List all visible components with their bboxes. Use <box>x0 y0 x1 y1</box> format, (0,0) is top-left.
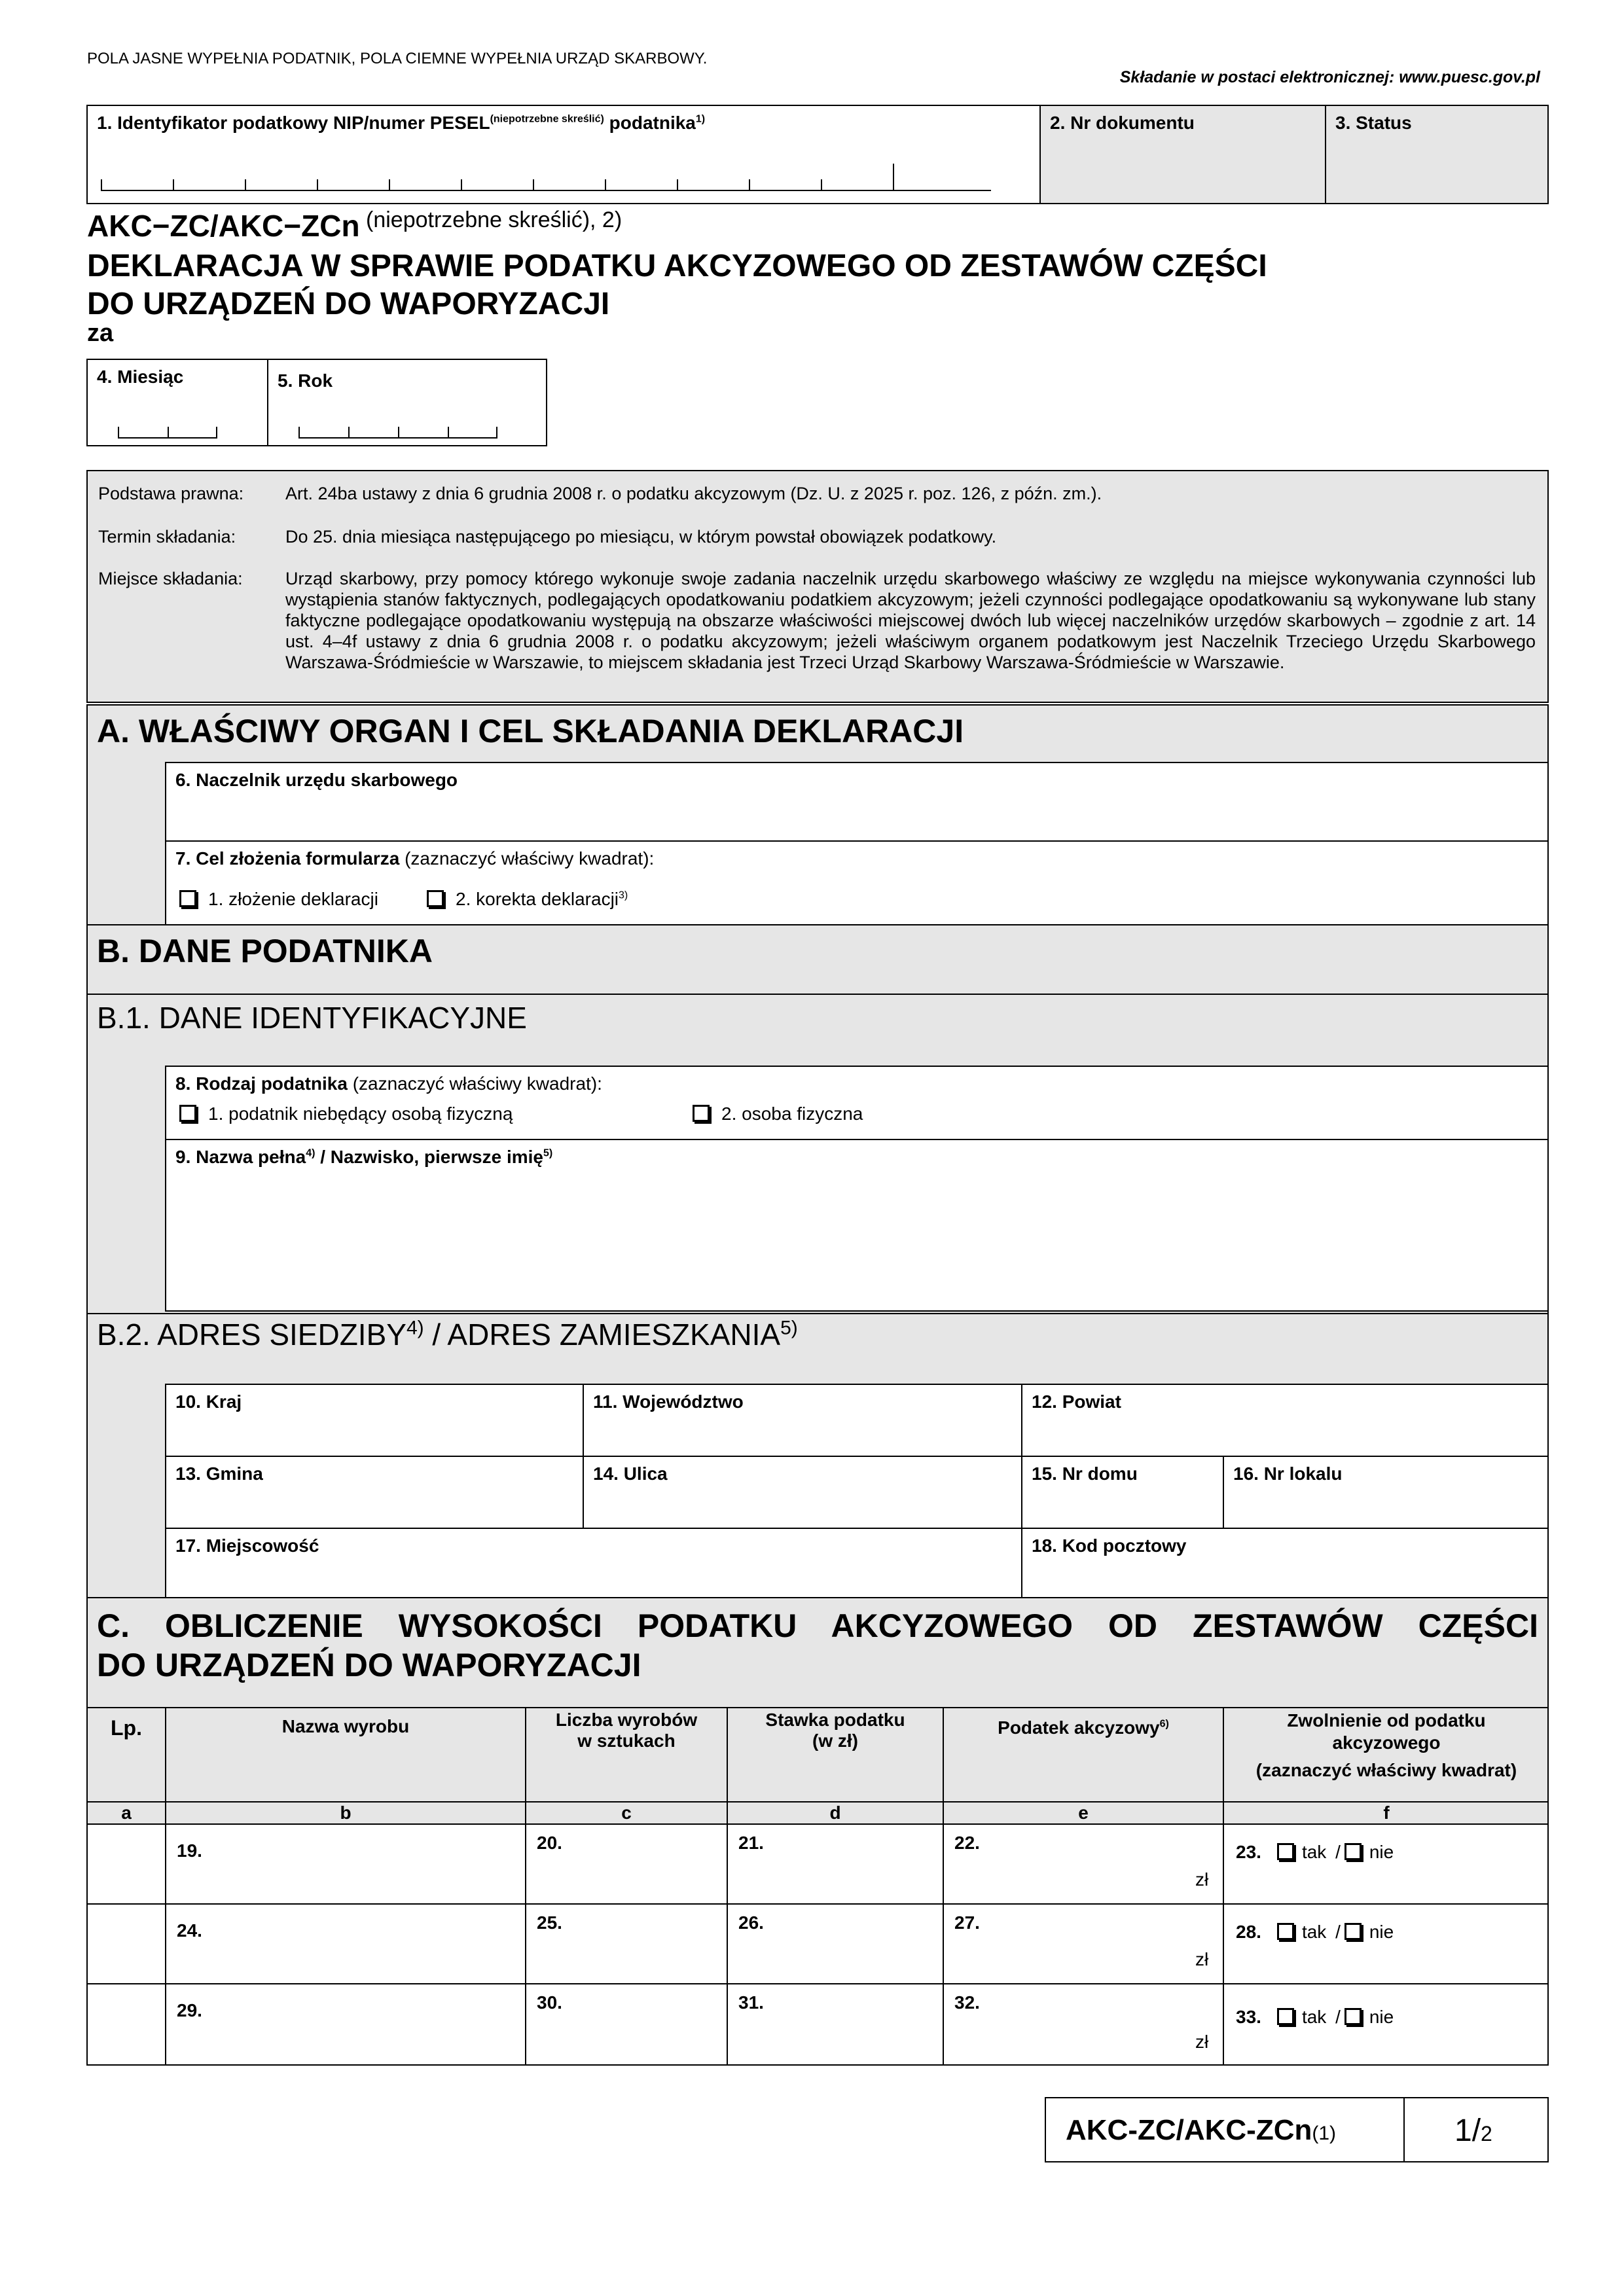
field-city[interactable] <box>165 1528 1022 1600</box>
field-house-number[interactable] <box>1021 1456 1224 1529</box>
option-natural[interactable]: 2. osoba fizyczna <box>693 1103 863 1124</box>
field-country-label: 10. Kraj <box>175 1391 242 1412</box>
info-block <box>86 470 1549 703</box>
field-county[interactable] <box>1021 1384 1549 1457</box>
col-letter-b: b <box>340 1803 352 1823</box>
cell-e[interactable]: 22. <box>954 1833 980 1853</box>
section-b2-title: B.2. ADRES SIEDZIBY$^{4)}$ / ADRES ZAMIESZKANIA$^{5)}$ <box>97 1317 798 1352</box>
field-apartment-number[interactable] <box>1223 1456 1549 1529</box>
field-taxpayer-type-label: 8. Rodzaj podatnika (zaznaczyć właściwy kwadrat): <box>175 1073 602 1094</box>
legal-basis: Art. 24ba ustawy z dnia 6 grudnia 2008 r. o podatku akcyzowym (Dz. U. z 2025 r. poz. 126, z późn. zm.). <box>285 484 1102 503</box>
deadline: Do 25. dnia miesiąca następującego po miesiącu, w którym powstał obowiązek podatkowy. <box>285 527 997 547</box>
col-exempt-header: Zwolnienie od podatku akcyzowego (zaznaczyć właściwy kwadrat) <box>1255 1710 1517 1780</box>
checkbox-icon[interactable] <box>1344 1923 1362 1940</box>
field-nip-pesel[interactable] <box>86 105 1041 204</box>
field-street[interactable] <box>583 1456 1022 1529</box>
cell-d[interactable]: 31. <box>738 1992 764 2013</box>
col-tax-header: Podatek akcyzowy$^{6)}$ <box>998 1717 1169 1738</box>
cell-b[interactable]: 19. <box>177 1840 202 1861</box>
currency-label: zł <box>1195 2032 1209 2052</box>
field-city-label: 17. Miejscowość <box>175 1535 319 1556</box>
cell-e[interactable]: 32. <box>954 1992 980 2013</box>
col-count-header: Liczba wyrobów w sztukach <box>555 1710 698 1751</box>
checkbox-icon[interactable] <box>1344 2008 1362 2025</box>
field-county-label: 12. Powiat <box>1032 1391 1121 1412</box>
col-letter-c: c <box>621 1803 632 1823</box>
checkbox-icon[interactable] <box>427 890 444 907</box>
field-doc-number <box>1039 105 1326 204</box>
option-non-natural[interactable]: 1. podatnik niebędący osobą fizyczną <box>179 1103 513 1124</box>
section-a-title: A. WŁAŚCIWY ORGAN I CEL SKŁADANIA DEKLARACJI <box>97 713 964 749</box>
col-lp-header: Lp. <box>111 1716 142 1740</box>
cell-d[interactable]: 21. <box>738 1833 764 1853</box>
field-country[interactable] <box>165 1384 584 1457</box>
form-code: AKC−ZC/AKC−ZCn $^{(niepotrzebne skreślić), 2)}$ <box>87 207 623 243</box>
checkbox-icon[interactable] <box>1277 1843 1294 1860</box>
nip-comb <box>101 177 991 191</box>
field-postal-code-label: 18. Kod pocztowy <box>1032 1535 1187 1556</box>
checkbox-icon[interactable] <box>179 1105 196 1122</box>
section-b1-title: B.1. DANE IDENTYFIKACYJNE <box>97 1001 527 1035</box>
field-street-label: 14. Ulica <box>593 1463 668 1484</box>
footer-form-id <box>1045 2097 1549 2162</box>
cell-d[interactable]: 26. <box>738 1912 764 1933</box>
checkbox-icon[interactable] <box>1277 2008 1294 2025</box>
field-commune[interactable] <box>165 1456 584 1529</box>
top-note: POLA JASNE WYPEŁNIA PODATNIK, POLA CIEMNE WYPEŁNIA URZĄD SKARBOWY. <box>87 50 708 67</box>
field-doc-number-label: 2. Nr dokumentu <box>1050 113 1195 133</box>
legal-basis-label: Podstawa prawna: <box>98 484 244 503</box>
place-label: Miejsce składania: <box>98 569 243 588</box>
field-status-label: 3. Status <box>1335 113 1412 133</box>
table-row <box>86 1903 1549 1983</box>
checkbox-icon[interactable] <box>179 890 196 907</box>
section-b-title: B. DANE PODATNIKA <box>97 933 433 969</box>
exempt-choice[interactable]: 23. tak / nie <box>1236 1842 1394 1862</box>
field-purpose-label: 7. Cel złożenia formularza (zaznaczyć właściwy kwadrat): <box>175 848 655 869</box>
field-month[interactable] <box>86 359 268 446</box>
col-letter-d: d <box>829 1803 841 1823</box>
field-tax-office[interactable] <box>165 762 1549 842</box>
col-letter-a: a <box>121 1803 132 1823</box>
cell-e[interactable]: 27. <box>954 1912 980 1933</box>
field-taxpayer-type <box>165 1066 1549 1140</box>
table-row <box>86 1983 1549 2064</box>
field-name[interactable] <box>165 1139 1549 1312</box>
period-za: za <box>87 319 114 347</box>
checkbox-icon[interactable] <box>1344 1843 1362 1860</box>
form-title: DEKLARACJA W SPRAWIE PODATKU AKCYZOWEGO OD ZESTAWÓW CZĘŚCI DO URZĄDZEŃ DO WAPORYZACJI <box>87 249 1267 321</box>
col-rate-header: Stawka podatku (w zł) <box>765 1710 905 1751</box>
field-postal-code[interactable] <box>1021 1528 1549 1600</box>
deadline-label: Termin składania: <box>98 527 236 547</box>
cell-c[interactable]: 20. <box>537 1833 562 1853</box>
currency-label: zł <box>1195 1949 1209 1969</box>
col-letter-f: f <box>1383 1803 1390 1823</box>
footer-form-code: AKC-ZC/AKC-ZCn(1) <box>1066 2114 1337 2146</box>
option-submission[interactable]: 1. złożenie deklaracji <box>179 889 378 910</box>
field-nip-pesel-label: 1. Identyfikator podatkowy NIP/numer $PESEL^{(niepotrzebne skreślić)}$ podatnika$^{1)}$ <box>97 113 706 133</box>
currency-label: zł <box>1195 1869 1209 1890</box>
col-letter-e: e <box>1078 1803 1089 1823</box>
field-year[interactable] <box>267 359 547 446</box>
checkbox-icon[interactable] <box>693 1105 710 1122</box>
option-correction[interactable]: 2. korekta deklaracji$^{3)}$ <box>427 889 628 910</box>
table-row <box>86 1823 1549 1903</box>
section-c <box>86 1597 1549 1708</box>
field-year-label: 5. Rok <box>278 370 333 391</box>
field-house-number-label: 15. Nr domu <box>1032 1463 1138 1484</box>
field-voivodeship[interactable] <box>583 1384 1022 1457</box>
field-name-label: 9. Nazwa pełna$^{4)}$ / Nazwisko, pierwsze imię$^{5)}$ <box>175 1147 553 1167</box>
exempt-choice[interactable]: 33. tak / nie <box>1236 2007 1394 2027</box>
field-month-label: 4. Miesiąc <box>97 367 184 387</box>
cell-b[interactable]: 29. <box>177 2000 202 2020</box>
field-commune-label: 13. Gmina <box>175 1463 263 1484</box>
checkbox-icon[interactable] <box>1277 1923 1294 1940</box>
exempt-choice[interactable]: 28. tak / nie <box>1236 1922 1394 1942</box>
footer-page-number: 1/2 <box>1454 2113 1492 2148</box>
cell-c[interactable]: 30. <box>537 1992 562 2013</box>
field-apartment-number-label: 16. Nr lokalu <box>1233 1463 1343 1484</box>
section-c-title: C. OBLICZENIE WYSOKOŚCI PODATKU AKCYZOWEGO OD ZESTAWÓW CZĘŚCI DO URZĄDZEŃ DO WAPORYZACJI <box>97 1607 1538 1683</box>
e-filing-note: Składanie w postaci elektronicznej: www.puesc.gov.pl <box>1119 68 1540 86</box>
col-name-header: Nazwa wyrobu <box>281 1716 410 1736</box>
field-voivodeship-label: 11. Województwo <box>593 1391 744 1412</box>
cell-c[interactable]: 25. <box>537 1912 562 1933</box>
place: Urząd skarbowy, przy pomocy którego wykonuje swoje zadania naczelnik urzędu skarbowego właściwy ze względu na miejsce wykonywania czynności lub wystąpienia stanów faktycznych, podlegających opodatkowaniu podatkiem akcyzowym; jeżeli czynności podlegające opodatkowaniu są wykonywane lub stany faktyczne podlegające opodatkowaniu występują na obszarze właściwości miejscowej dwóch lub więcej naczelników urzędów skarbowych – zgodnie z art. 14 ust. 4–4f ustawy z dnia 6 grudnia 2008 r. o podatku akcyzowym; jeżeli właściwym organem podatkowym jest Naczelnik Trzeciego Urzędu Skarbowego Warszawa-Śródmieście w Warszawie, to miejscem składania jest Trzeci Urząd Skarbowy Warszawa-Śródmieście w Warszawie. <box>285 569 1536 672</box>
field-tax-office-label: 6. Naczelnik urzędu skarbowego <box>175 770 458 790</box>
cell-b[interactable]: 24. <box>177 1920 202 1941</box>
field-purpose <box>165 840 1549 925</box>
field-status <box>1325 105 1549 204</box>
